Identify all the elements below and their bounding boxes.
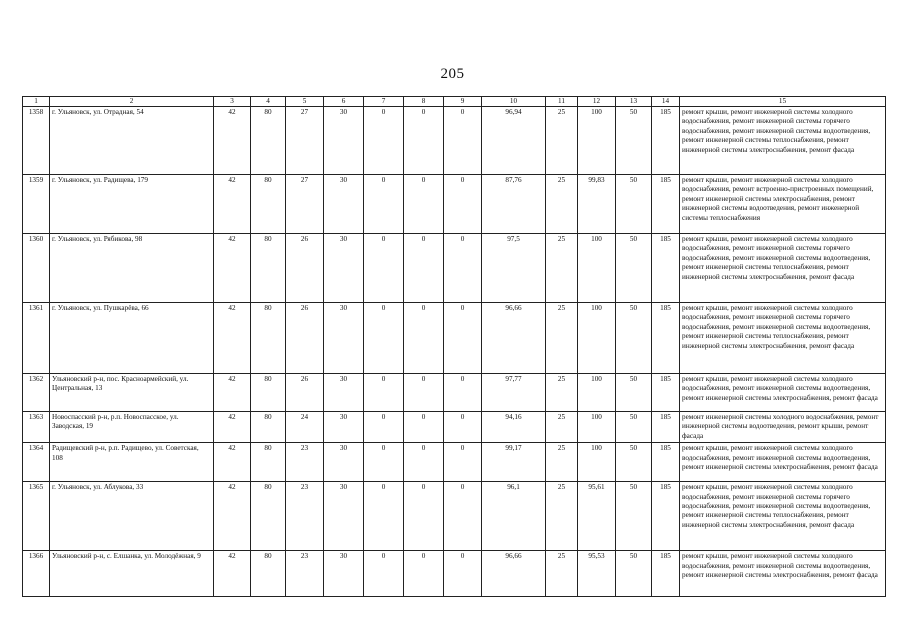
table-cell: 42 bbox=[214, 482, 251, 551]
column-header: 6 bbox=[324, 97, 364, 107]
table-row bbox=[23, 551, 886, 597]
works-cell: ремонт крыши, ремонт инженерной системы холодного водоснабжения, ремонт инженерной системы водоотведения, ремонт инженерной системы электроснабжения, ремонт фасада bbox=[680, 443, 886, 482]
address-cell: г. Ульяновск, ул. Рябикова, 98 bbox=[50, 234, 214, 303]
table-cell: 96,1 bbox=[482, 482, 546, 551]
works-cell: ремонт инженерной системы холодного водоснабжения, ремонт инженерной системы водоотведения, ремонт крыши, ремонт фасада bbox=[680, 412, 886, 443]
column-header: 3 bbox=[214, 97, 251, 107]
table-cell: 50 bbox=[616, 303, 652, 374]
table-cell: 25 bbox=[546, 551, 578, 597]
row-number: 1366 bbox=[23, 551, 50, 597]
address-cell: Ульяновский р-н, с. Елшанка, ул. Молодёжная, 9 bbox=[50, 551, 214, 597]
table-cell: 30 bbox=[324, 175, 364, 234]
table-cell: 0 bbox=[444, 374, 482, 412]
table-cell: 25 bbox=[546, 374, 578, 412]
table-cell: 96,66 bbox=[482, 303, 546, 374]
table-row bbox=[23, 234, 886, 303]
row-number: 1360 bbox=[23, 234, 50, 303]
row-number: 1364 bbox=[23, 443, 50, 482]
table-cell: 185 bbox=[652, 175, 680, 234]
table-cell: 0 bbox=[364, 482, 404, 551]
address-cell: Ульяновский р-н, пос. Красноармейский, ул. Центральная, 13 bbox=[50, 374, 214, 412]
table-cell: 99,17 bbox=[482, 443, 546, 482]
table-cell: 25 bbox=[546, 443, 578, 482]
table-cell: 0 bbox=[404, 175, 444, 234]
table-cell: 94,16 bbox=[482, 412, 546, 443]
table-cell: 25 bbox=[546, 412, 578, 443]
table-cell: 24 bbox=[286, 412, 324, 443]
table-cell: 0 bbox=[364, 443, 404, 482]
table-row bbox=[23, 175, 886, 234]
address-cell: г. Ульяновск, ул. Аблукова, 33 bbox=[50, 482, 214, 551]
table-cell: 80 bbox=[251, 234, 286, 303]
works-cell: ремонт крыши, ремонт инженерной системы холодного водоснабжения, ремонт инженерной системы горячего водоснабжения, ремонт инженерной системы водоотведения, ремонт инженерной системы теплоснабжения, ремонт инженерной системы электроснабжения, ремонт фасада bbox=[680, 234, 886, 303]
column-header: 2 bbox=[50, 97, 214, 107]
table-cell: 87,76 bbox=[482, 175, 546, 234]
row-number: 1361 bbox=[23, 303, 50, 374]
works-cell: ремонт крыши, ремонт инженерной системы холодного водоснабжения, ремонт инженерной системы горячего водоснабжения, ремонт инженерной системы водоотведения, ремонт инженерной системы теплоснабжения, ремонт инженерной системы электроснабжения, ремонт фасада bbox=[680, 303, 886, 374]
column-header: 13 bbox=[616, 97, 652, 107]
table-cell: 50 bbox=[616, 551, 652, 597]
table-row bbox=[23, 443, 886, 482]
table-cell: 42 bbox=[214, 175, 251, 234]
table-cell: 97,5 bbox=[482, 234, 546, 303]
row-number: 1358 bbox=[23, 107, 50, 175]
table-cell: 25 bbox=[546, 107, 578, 175]
table-cell: 25 bbox=[546, 175, 578, 234]
column-header: 11 bbox=[546, 97, 578, 107]
table-cell: 100 bbox=[578, 412, 616, 443]
table-cell: 95,61 bbox=[578, 482, 616, 551]
table-cell: 0 bbox=[444, 303, 482, 374]
table-cell: 27 bbox=[286, 175, 324, 234]
row-number: 1365 bbox=[23, 482, 50, 551]
page-number: 205 bbox=[440, 66, 465, 82]
table-cell: 26 bbox=[286, 234, 324, 303]
column-header: 4 bbox=[251, 97, 286, 107]
table-cell: 50 bbox=[616, 443, 652, 482]
table-cell: 42 bbox=[214, 412, 251, 443]
table-cell: 185 bbox=[652, 443, 680, 482]
column-header: 8 bbox=[404, 97, 444, 107]
table-cell: 30 bbox=[324, 443, 364, 482]
table-cell: 30 bbox=[324, 234, 364, 303]
table-cell: 0 bbox=[364, 412, 404, 443]
table-cell: 0 bbox=[364, 175, 404, 234]
table-cell: 0 bbox=[364, 234, 404, 303]
table-cell: 0 bbox=[404, 303, 444, 374]
table-cell: 185 bbox=[652, 412, 680, 443]
table-cell: 30 bbox=[324, 107, 364, 175]
table-cell: 0 bbox=[444, 551, 482, 597]
table-cell: 26 bbox=[286, 374, 324, 412]
table-cell: 50 bbox=[616, 107, 652, 175]
table-cell: 80 bbox=[251, 107, 286, 175]
table-cell: 80 bbox=[251, 551, 286, 597]
table-cell: 23 bbox=[286, 551, 324, 597]
table-cell: 0 bbox=[444, 175, 482, 234]
table-cell: 0 bbox=[444, 482, 482, 551]
column-number-row bbox=[23, 97, 886, 107]
table-cell: 0 bbox=[404, 482, 444, 551]
works-cell: ремонт крыши, ремонт инженерной системы холодного водоснабжения, ремонт инженерной системы водоотведения, ремонт инженерной системы электроснабжения, ремонт фасада bbox=[680, 551, 886, 597]
row-number: 1363 bbox=[23, 412, 50, 443]
table-cell: 80 bbox=[251, 175, 286, 234]
table-cell: 185 bbox=[652, 234, 680, 303]
column-header: 1 bbox=[23, 97, 50, 107]
table-cell: 0 bbox=[404, 443, 444, 482]
table-cell: 0 bbox=[364, 303, 404, 374]
table-cell: 0 bbox=[364, 374, 404, 412]
table-cell: 80 bbox=[251, 482, 286, 551]
table-cell: 50 bbox=[616, 175, 652, 234]
table-cell: 95,53 bbox=[578, 551, 616, 597]
table-cell: 42 bbox=[214, 107, 251, 175]
table-cell: 185 bbox=[652, 107, 680, 175]
table-cell: 100 bbox=[578, 374, 616, 412]
table-cell: 80 bbox=[251, 374, 286, 412]
table-cell: 80 bbox=[251, 412, 286, 443]
table-cell: 0 bbox=[444, 234, 482, 303]
table-cell: 0 bbox=[404, 412, 444, 443]
row-number: 1362 bbox=[23, 374, 50, 412]
table-cell: 23 bbox=[286, 482, 324, 551]
table-cell: 185 bbox=[652, 374, 680, 412]
table-cell: 100 bbox=[578, 303, 616, 374]
column-header: 7 bbox=[364, 97, 404, 107]
table-cell: 0 bbox=[444, 107, 482, 175]
table-cell: 100 bbox=[578, 234, 616, 303]
table-cell: 100 bbox=[578, 443, 616, 482]
table-row bbox=[23, 374, 886, 412]
table-cell: 0 bbox=[404, 107, 444, 175]
works-cell: ремонт крыши, ремонт инженерной системы холодного водоснабжения, ремонт встроенно-пристроенных помещений, ремонт инженерной системы электроснабжения, ремонт инженерной системы водоотведения, ремонт инженерной системы теплоснабжения bbox=[680, 175, 886, 234]
table-cell: 25 bbox=[546, 482, 578, 551]
row-number: 1359 bbox=[23, 175, 50, 234]
table-cell: 42 bbox=[214, 443, 251, 482]
table-cell: 25 bbox=[546, 303, 578, 374]
column-header: 5 bbox=[286, 97, 324, 107]
table-cell: 50 bbox=[616, 412, 652, 443]
table-cell: 50 bbox=[616, 234, 652, 303]
table-row bbox=[23, 482, 886, 551]
table-cell: 42 bbox=[214, 551, 251, 597]
column-header: 9 bbox=[444, 97, 482, 107]
table-cell: 50 bbox=[616, 374, 652, 412]
column-header: 15 bbox=[680, 97, 886, 107]
address-cell: г. Ульяновск, ул. Пушкарёва, 66 bbox=[50, 303, 214, 374]
table-cell: 0 bbox=[364, 551, 404, 597]
table-cell: 0 bbox=[404, 551, 444, 597]
table-cell: 30 bbox=[324, 551, 364, 597]
table-cell: 26 bbox=[286, 303, 324, 374]
table-cell: 30 bbox=[324, 374, 364, 412]
table-cell: 0 bbox=[444, 443, 482, 482]
table-cell: 30 bbox=[324, 482, 364, 551]
table-cell: 42 bbox=[214, 374, 251, 412]
table-cell: 23 bbox=[286, 443, 324, 482]
table-cell: 0 bbox=[444, 412, 482, 443]
address-cell: г. Ульяновск, ул. Отрадная, 54 bbox=[50, 107, 214, 175]
table-cell: 185 bbox=[652, 551, 680, 597]
table-cell: 0 bbox=[404, 374, 444, 412]
table-cell: 80 bbox=[251, 303, 286, 374]
table-cell: 185 bbox=[652, 303, 680, 374]
capital-repair-table bbox=[22, 96, 886, 597]
table-cell: 97,77 bbox=[482, 374, 546, 412]
column-header: 14 bbox=[652, 97, 680, 107]
works-cell: ремонт крыши, ремонт инженерной системы холодного водоснабжения, ремонт инженерной системы водоотведения, ремонт инженерной системы электроснабжения, ремонт фасада bbox=[680, 374, 886, 412]
table-cell: 0 bbox=[404, 234, 444, 303]
table-cell: 96,66 bbox=[482, 551, 546, 597]
table-cell: 99,83 bbox=[578, 175, 616, 234]
table-cell: 185 bbox=[652, 482, 680, 551]
table-cell: 30 bbox=[324, 303, 364, 374]
table-row bbox=[23, 412, 886, 443]
table-cell: 27 bbox=[286, 107, 324, 175]
table-cell: 96,94 bbox=[482, 107, 546, 175]
works-cell: ремонт крыши, ремонт инженерной системы холодного водоснабжения, ремонт инженерной системы горячего водоснабжения, ремонт инженерной системы водоотведения, ремонт инженерной системы теплоснабжения, ремонт инженерной системы электроснабжения, ремонт фасада bbox=[680, 107, 886, 175]
address-cell: г. Ульяновск, ул. Радищева, 179 bbox=[50, 175, 214, 234]
table-cell: 50 bbox=[616, 482, 652, 551]
table-cell: 42 bbox=[214, 303, 251, 374]
table-cell: 42 bbox=[214, 234, 251, 303]
table-row bbox=[23, 107, 886, 175]
table-cell: 30 bbox=[324, 412, 364, 443]
table-cell: 25 bbox=[546, 234, 578, 303]
works-cell: ремонт крыши, ремонт инженерной системы холодного водоснабжения, ремонт инженерной системы горячего водоснабжения, ремонт инженерной системы водоотведения, ремонт инженерной системы теплоснабжения, ремонт инженерной системы электроснабжения, ремонт фасада bbox=[680, 482, 886, 551]
address-cell: Новоспасский р-н, р.п. Новоспасское, ул. Заводская, 19 bbox=[50, 412, 214, 443]
table-cell: 0 bbox=[364, 107, 404, 175]
table-row bbox=[23, 303, 886, 374]
address-cell: Радищевский р-н, р.п. Радищево, ул. Советская, 108 bbox=[50, 443, 214, 482]
column-header: 12 bbox=[578, 97, 616, 107]
table-cell: 100 bbox=[578, 107, 616, 175]
column-header: 10 bbox=[482, 97, 546, 107]
table-cell: 80 bbox=[251, 443, 286, 482]
